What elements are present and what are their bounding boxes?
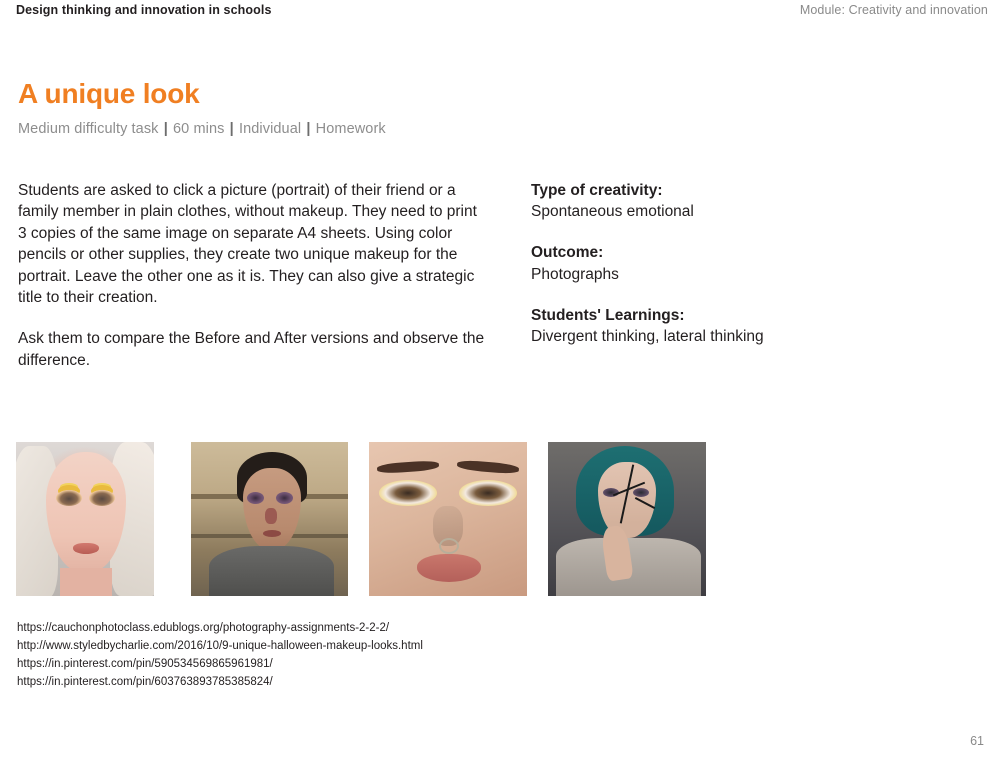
- detail-label: Students' Learnings:: [531, 306, 685, 324]
- source-link-4[interactable]: https://in.pinterest.com/pin/603763893785385824/: [17, 675, 273, 688]
- example-photo-2: [191, 442, 348, 596]
- photo-4-artwork: [548, 442, 706, 596]
- detail-label: Outcome:: [531, 244, 604, 262]
- activity-details: [531, 180, 961, 347]
- meta-type: Homework: [315, 121, 386, 137]
- meta-separator-2: |: [229, 121, 234, 137]
- example-image-gallery: [16, 442, 706, 596]
- header-course-title: Design thinking and innovation in schools: [16, 3, 272, 17]
- detail-type-of-creativity: [531, 180, 961, 222]
- meta-separator-1: |: [163, 121, 168, 137]
- activity-description: [18, 180, 488, 371]
- photo-3-artwork: [369, 442, 527, 596]
- page-title: A unique look: [18, 78, 200, 109]
- detail-value: Divergent thinking, lateral thinking: [531, 328, 764, 346]
- meta-mode: Individual: [238, 121, 302, 137]
- source-list: [17, 620, 423, 692]
- photo-2-artwork: [191, 442, 348, 596]
- source-link-2[interactable]: http://www.styledbycharlie.com/2016/10/9-unique-halloween-makeup-looks.html: [17, 639, 423, 652]
- detail-outcome: [531, 242, 961, 284]
- detail-students-learnings: [531, 305, 961, 347]
- detail-label: Type of creativity:: [531, 182, 663, 199]
- source-link-1[interactable]: https://cauchonphotoclass.edublogs.org/photography-assignments-2-2-2/: [17, 622, 390, 634]
- example-photo-1: [16, 442, 154, 596]
- photo-1-artwork: [16, 442, 154, 596]
- example-photo-3: [369, 442, 527, 596]
- meta-difficulty: Medium difficulty task: [18, 121, 159, 137]
- page-number: 61: [970, 734, 984, 748]
- detail-value: Spontaneous emotional: [531, 203, 694, 221]
- source-link-3[interactable]: https://in.pinterest.com/pin/590534569865961981/: [17, 657, 273, 670]
- meta-duration: 60 mins: [173, 121, 225, 137]
- example-photo-4: [548, 442, 706, 596]
- page-header: [0, 0, 1000, 22]
- header-module-title: Module: Creativity and innovation: [799, 3, 988, 17]
- meta-separator-3: |: [306, 121, 311, 137]
- description-paragraph-2: Ask them to compare the Before and After versions and observe the difference.: [18, 330, 485, 369]
- detail-value: Photographs: [531, 265, 619, 283]
- description-paragraph-1: Students are asked to click a picture (portrait) of their friend or a family member in plain clothes, without makeup. They need to print 3 copies of the same image on separate A4 sheets. Using color pencils or other supplies, they create two unique makeup for the portrait. Leave the other one as it is. They can also give a strategic title to their creation.: [18, 182, 477, 306]
- activity-meta: [18, 121, 386, 137]
